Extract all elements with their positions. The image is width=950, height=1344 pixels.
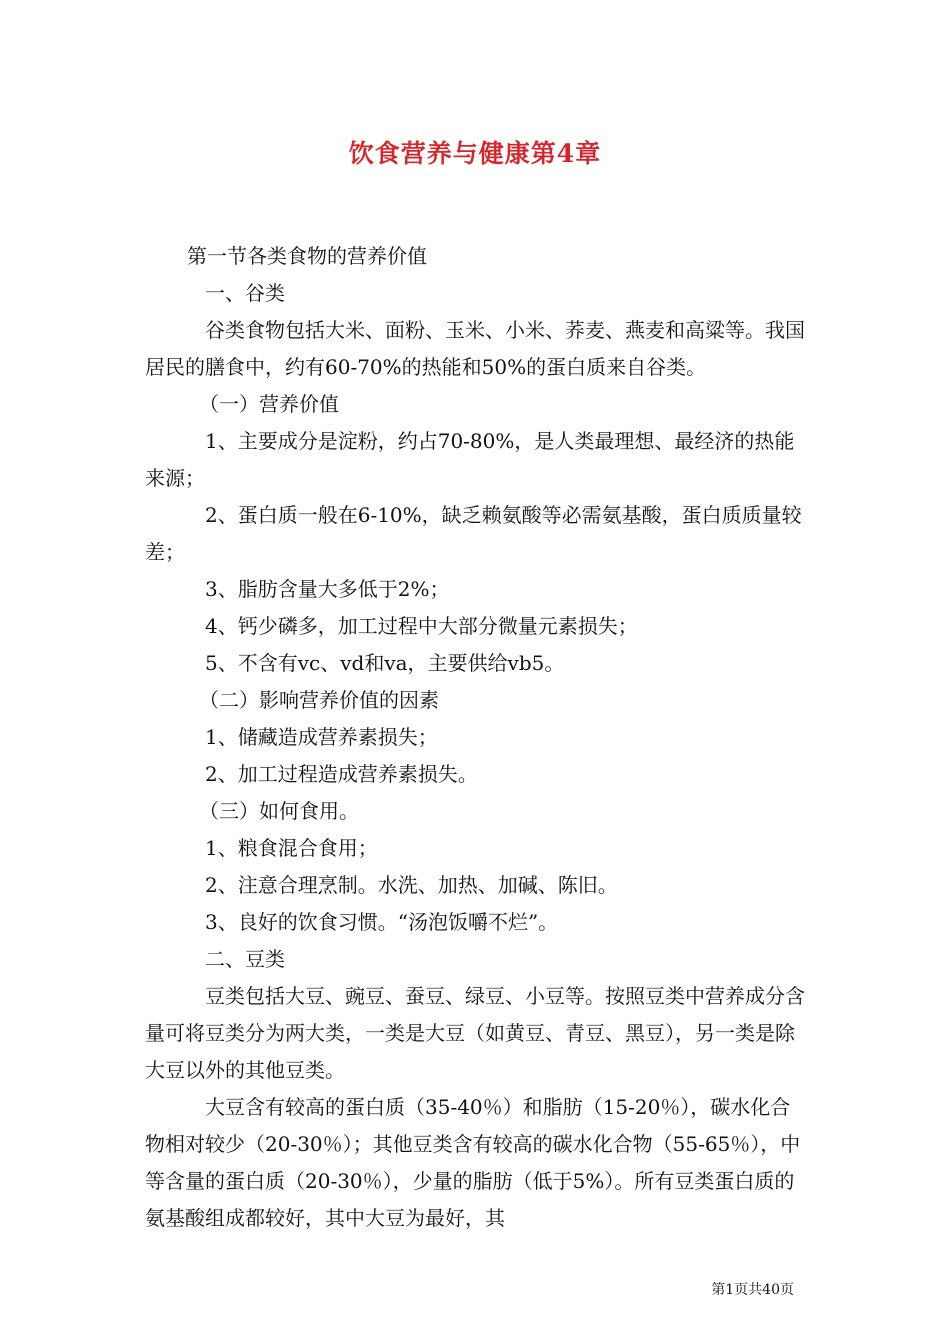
list-item: 1、粮食混合食用；: [205, 836, 378, 860]
paragraph: 豆类包括大豆、豌豆、蚕豆、绿豆、小豆等。按照豆类中营养成分含量可将豆类分为两大类，一类是大豆（如黄豆、青豆、黑豆），另一类是除大豆以外的其他豆类。: [145, 984, 805, 1082]
subsection-heading: （二）影响营养价值的因素: [199, 688, 439, 712]
list-item: 3、脂肪含量大多低于2%；: [205, 577, 450, 601]
document-body: [145, 238, 810, 1237]
list-item: 2、加工过程造成营养素损失。: [205, 762, 478, 786]
paragraph: 谷类食物包括大米、面粉、玉米、小米、荞麦、燕麦和高粱等。我国居民的膳食中，约有60-70%的热能和50%的蛋白质来自谷类。: [145, 318, 805, 379]
list-item: 4、钙少磷多，加工过程中大部分微量元素损失；: [205, 614, 638, 638]
list-item: 1、储藏造成营养素损失；: [205, 725, 438, 749]
subsection-heading: （三）如何食用。: [199, 799, 359, 823]
list-item: 5、不含有vc、vd和va，主要供给vb5。: [205, 651, 565, 675]
document-title: 饮食营养与健康第4章: [348, 139, 602, 168]
page-footer: 第1页共40页: [711, 1282, 794, 1298]
subsection-heading: （一）营养价值: [199, 392, 339, 416]
section-heading: 第一节各类食物的营养价值: [187, 244, 427, 268]
subsection-heading: 一、谷类: [205, 281, 285, 305]
list-item: 3、良好的饮食习惯。“汤泡饭嚼不烂”。: [205, 910, 559, 934]
paragraph: 大豆含有较高的蛋白质（35-40％）和脂肪（15-20％），碳水化合物相对较少（20-30％）；其他豆类含有较高的碳水化合物（55-65％），中等含量的蛋白质（20-30％），少量的脂肪（低于5%）。所有豆类蛋白质的氨基酸组成都较好，其中大豆为最好，其: [145, 1095, 801, 1230]
subsection-heading: 二、豆类: [205, 947, 285, 971]
list-item: 2、注意合理烹制。水洗、加热、加碱、陈旧。: [205, 873, 618, 897]
list-item: 1、主要成分是淀粉，约占70-80%，是人类最理想、最经济的热能来源；: [145, 429, 795, 490]
list-item: 2、蛋白质一般在6-10%，缺乏赖氨酸等必需氨基酸，蛋白质质量较差；: [145, 503, 802, 564]
